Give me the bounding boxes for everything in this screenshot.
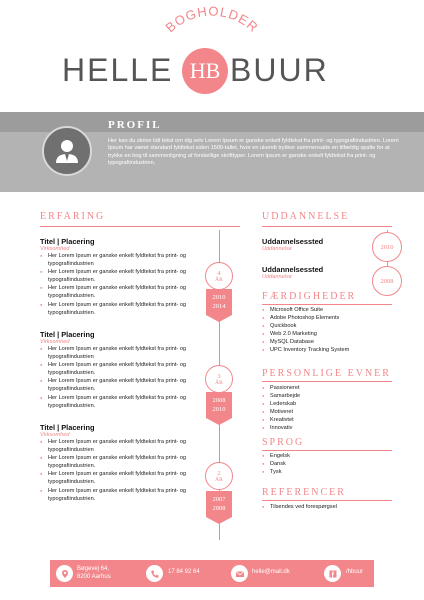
job-bullet: ● Her Lorem Ipsum er ganske enkelt fyldtekst fra print- og typografiindustrien. [40,301,200,317]
skill-item: ● UPC Inventory Tracking System [262,346,412,354]
location-icon [56,565,73,582]
duration-number: 4 [217,269,221,277]
education-year-circle: 2008 [372,266,402,296]
profile-text: Her kan du skrive lidt tekst om dig selv Lorem Ipsum er ganske enkelt fyldtekst fra print- og typografiindustrien. Lorem Ipsum har været standard fyldtekst siden 1500-tallet, hvor en ukendt trykker sammensatte en tilfældig spalte for at trykke en bog til sammenligning af forskellige skrifttyper. Lorem Ipsum er ganske enkelt fyldtekst fra print- og typografiindustrien. [108,138,399,167]
education-rule [262,226,392,227]
avatar [42,126,92,176]
languages-heading: SPROG [262,437,305,448]
duration-number: 3 [217,372,221,380]
year-end: 2010 [212,406,226,413]
year-end: 2008 [212,505,226,512]
job-company: Virksomhed [40,432,70,438]
skills-heading: FÆRDIGHEDER [262,291,357,302]
personal-item: ● Motiveret [262,408,412,416]
duration-unit: ÅR [215,276,223,283]
year-start: 2010 [212,294,226,301]
job-bullet: ● Her Lorem Ipsum er ganske enkelt fyldtekst fra print- og typografiindustrien. [40,377,200,393]
address [77,566,111,581]
experience-rule [40,226,240,227]
year-tag [206,491,232,517]
duration-unit: ÅR [215,379,223,386]
job-entry [40,423,200,503]
year-tag-arrow [206,418,232,425]
language-item: ● Tysk [262,468,412,476]
education-year-circle: 2010 [372,232,402,262]
last-name: BUUR [230,52,329,88]
job-bullet: ● Her Lorem Ipsum er ganske enkelt fyldtekst fra print- og typografiindustrien. [40,454,200,470]
experience-heading: ERFARING [40,211,106,222]
job-title-arc: BOGHOLDER [162,3,262,36]
skill-item: ● Web 2.0 Marketing [262,330,412,338]
skill-item: ● Quickbook [262,322,412,330]
languages-list [262,452,412,476]
personal-item: ● Innovativ [262,424,412,432]
language-item: ● Engelsk [262,452,412,460]
education-heading: UDDANNELSE [262,211,350,222]
skill-item: ● MySQL Database [262,338,412,346]
job-bullet: ● Her Lorem Ipsum er ganske enkelt fyldtekst fra print- og typografiindustrien. [40,394,200,410]
reference-item: ● Tilsendes ved forespørgsel [262,503,412,511]
year-tag-arrow [206,517,232,524]
duration-circle [205,365,233,393]
skill-item: ● Adobe Photoshop Elements [262,314,412,322]
job-entry [40,330,200,410]
duration-number: 2 [217,469,221,477]
duration-circle [205,262,233,290]
year-tag [206,392,232,418]
skills-list [262,306,412,355]
personal-rule [262,381,392,382]
profile-heading: PROFIL [108,119,162,131]
phone-icon [146,565,163,582]
personal-list [262,384,412,433]
person-icon [44,128,90,174]
email-address[interactable]: helle@mail.dk [252,569,290,575]
job-bullet: ● Her Lorem Ipsum er ganske enkelt fyldtekst fra print- og typografiindustrien. [40,268,200,284]
personal-item: ● Kreativtet [262,416,412,424]
mail-icon [231,565,248,582]
phone-number[interactable]: 17 84 92 64 [168,569,200,575]
job-entry [40,237,200,317]
duration-circle [205,462,233,490]
monogram-text: HB [189,58,221,83]
year-start: 2007 [212,496,226,503]
job-bullets [40,345,200,410]
monogram-badge [182,48,228,94]
references-list [262,503,412,511]
address-line1: Bøgevej 64, [77,566,110,572]
job-bullet: ● Her Lorem Ipsum er ganske enkelt fyldtekst fra print- og typografiindustrien. [40,284,200,300]
education-sub: Uddannelse [262,246,292,252]
job-bullet: ● Her Lorem Ipsum er ganske enkelt fyldtekst fra print- og typografiindustrien. [40,361,200,377]
job-bullet: ● Her Lorem Ipsum er ganske enkelt fyldtekst fra print- og typografiindustrien [40,438,200,454]
year-start: 2008 [212,397,226,404]
references-heading: REFERENCER [262,487,346,498]
education-title: Uddannelsessted [262,237,324,246]
personal-heading: PERSONLIGE EVNER [262,368,391,379]
duration-unit: ÅR [215,476,223,483]
education-entry [262,237,323,252]
personal-item: ● Lederskab [262,400,412,408]
svg-text:BOGHOLDER [163,4,262,36]
facebook-icon [324,565,341,582]
education-sub: Uddannelse [262,274,292,280]
first-name: HELLE [62,52,174,88]
education-title: Uddannelsessted [262,265,324,274]
job-title: Titel | Placering [40,330,95,339]
personal-item: ● Passioneret [262,384,412,392]
job-bullet: ● Her Lorem Ipsum er ganske enkelt fyldtekst fra print- og typografiindustrien. [40,487,200,503]
job-company: Virksomhed [40,246,70,252]
year-end: 2014 [212,303,226,310]
address-line2: 8200 Aarhus [77,573,111,580]
job-title: Titel | Placering [40,423,95,432]
personal-item: ● Samarbejde [262,392,412,400]
job-bullets [40,438,200,503]
language-item: ● Dansk [262,460,412,468]
social-handle[interactable]: /hbuur [346,569,364,575]
year-tag-arrow [206,315,232,322]
references-rule [262,500,392,501]
education-entry [262,265,323,280]
job-title: Titel | Placering [40,237,95,246]
skill-item: ● Microsoft Office Suite [262,306,412,314]
job-bullet: ● Her Lorem Ipsum er ganske enkelt fyldtekst fra print- og typografiindustrien [40,345,200,361]
year-tag [206,289,232,315]
languages-rule [262,450,392,451]
job-bullet: ● Her Lorem Ipsum er ganske enkelt fyldtekst fra print- og typografiindustrien. [40,470,200,486]
skills-rule [262,304,392,305]
job-bullet: ● Her Lorem Ipsum er ganske enkelt fyldtekst fra print- og typografiindustrien [40,252,200,268]
job-bullets [40,252,200,317]
job-company: Virksomhed [40,339,70,345]
